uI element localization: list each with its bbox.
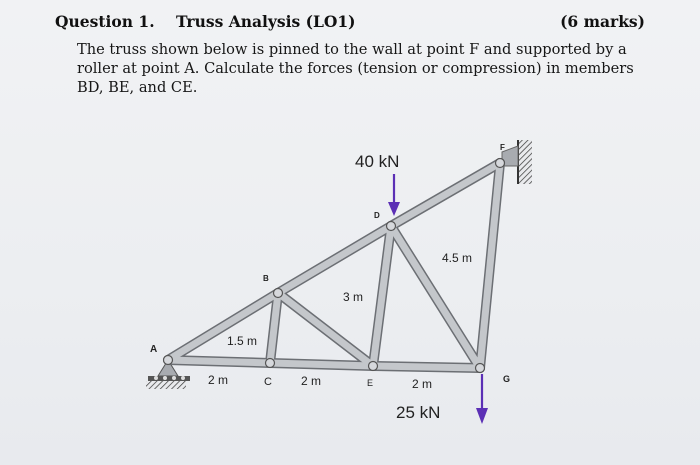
load-label-d: 40 kN (355, 152, 400, 171)
question-line-2: roller at point A. Calculate the forces (tension or compression) in members (77, 60, 634, 77)
node-label-f: F (500, 143, 505, 152)
node-label-b: B (263, 274, 269, 283)
joint-d (387, 222, 396, 231)
dim-span-eg: 2 m (412, 377, 433, 391)
node-label-c: C (264, 376, 272, 388)
dim-height-fg: 4.5 m (442, 251, 473, 265)
joint-c (266, 359, 275, 368)
dim-height-de: 3 m (343, 290, 364, 304)
joint-e (369, 362, 378, 371)
node-label-d: D (374, 211, 380, 220)
down-arrow-icon (476, 374, 488, 424)
question-line-3: BD, BE, and CE. (77, 79, 198, 96)
question-number: Question 1. (55, 12, 155, 31)
question-line-1: The truss shown below is pinned to the wall at point F and supported by a (77, 41, 627, 58)
down-arrow-icon (388, 174, 400, 216)
question-marks: (6 marks) (560, 12, 645, 31)
joint-f (496, 159, 505, 168)
truss-members (168, 163, 500, 368)
dim-span-ac: 2 m (208, 373, 229, 387)
node-label-e: E (367, 378, 374, 388)
joint-g (476, 364, 485, 373)
load-label-g: 25 kN (396, 403, 441, 422)
wall-support-f (502, 140, 532, 184)
joint-b (274, 289, 283, 298)
dim-height-bc: 1.5 m (227, 334, 258, 348)
question-title: Truss Analysis (LO1) (176, 12, 356, 31)
node-label-g: G (503, 374, 511, 384)
dim-span-ce: 2 m (301, 374, 322, 388)
joint-a (164, 356, 173, 365)
node-label-a: A (150, 344, 158, 355)
